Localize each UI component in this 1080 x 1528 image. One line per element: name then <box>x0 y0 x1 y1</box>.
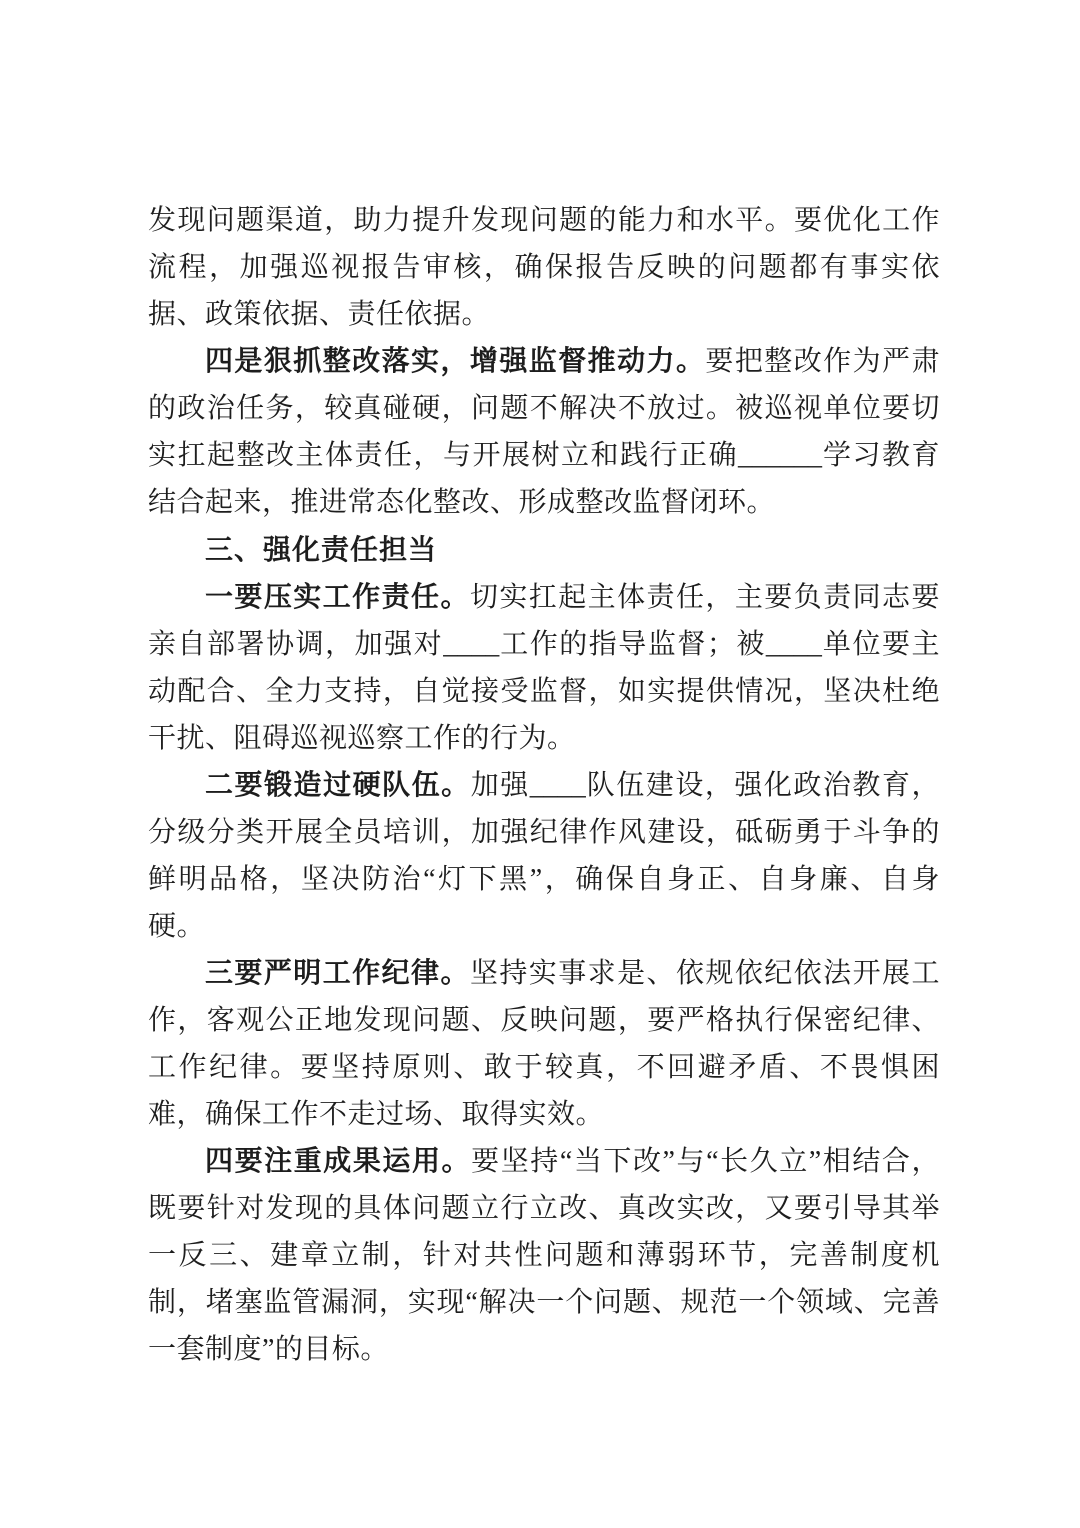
fill-in-blank: ______ <box>737 440 822 471</box>
body-text-run: 要坚持“当下改”与“长久立”相结合，既要针对发现的具体问题立行立改、真改实改，又要引导其举一反三、建章立制，针对共性问题和薄弱环节，完善制度机制，堵塞监管漏洞，实现“解决一个问题、规范一个领域、完善一套制度”的目标。 <box>148 1146 940 1365</box>
paragraph <box>148 338 940 526</box>
section-heading <box>148 526 940 574</box>
paragraph <box>148 762 940 950</box>
fill-in-blank: ____ <box>765 629 822 660</box>
lead-in-bold-text: 三要严明工作纪律。 <box>205 958 470 989</box>
lead-in-bold-text: 二要锻造过硬队伍。 <box>205 770 471 801</box>
paragraph <box>148 197 940 338</box>
fill-in-blank: ____ <box>529 770 586 801</box>
body-text-run: 切实扛起主体责任，主要负责同志要亲自部署协调，加强对 <box>148 582 940 660</box>
body-text-run: 队伍建设，强化政治教育，分级分类开展全员培训，加强纪律作风建设，砥砺勇于斗争的鲜明品格，坚决防治“灯下黑”，确保自身正、自身廉、自身硬。 <box>148 770 940 942</box>
paragraph <box>148 574 940 762</box>
lead-in-bold-text: 四是狠抓整改落实，增强监督推动力。 <box>205 346 706 377</box>
document-body <box>148 197 940 1373</box>
body-text-run: 发现问题渠道，助力提升发现问题的能力和水平。要优化工作流程，加强巡视报告审核，确保报告反映的问题都有事实依据、政策依据、责任依据。 <box>148 205 940 330</box>
heading-text: 三、强化责任担当 <box>205 534 438 565</box>
lead-in-bold-text: 一要压实工作责任。 <box>205 582 470 613</box>
fill-in-blank: ____ <box>443 629 500 660</box>
body-text-run: 单位要主动配合、全力支持，自觉接受监督，如实提供情况，坚决杜绝干扰、阻碍巡视巡察工作的行为。 <box>148 629 940 754</box>
body-text-run: 加强 <box>470 770 530 801</box>
body-text-run: 坚持实事求是、依规依纪依法开展工作，客观公正地发现问题、反映问题，要严格执行保密纪律、工作纪律。要坚持原则、敢于较真，不回避矛盾、不畏惧困难，确保工作不走过场、取得实效。 <box>148 958 940 1130</box>
paragraph <box>148 950 940 1138</box>
body-text-run: 学习教育结合起来，推进常态化整改、形成整改监督闭环。 <box>148 440 940 518</box>
lead-in-bold-text: 四要注重成果运用。 <box>205 1146 472 1177</box>
body-text-run: 要把整改作为严肃的政治任务，较真碰硬，问题不解决不放过。被巡视单位要切实扛起整改主体责任，与开展树立和践行正确 <box>148 346 940 471</box>
body-text-run: 工作的指导监督；被 <box>499 629 766 660</box>
paragraph <box>148 1138 940 1373</box>
